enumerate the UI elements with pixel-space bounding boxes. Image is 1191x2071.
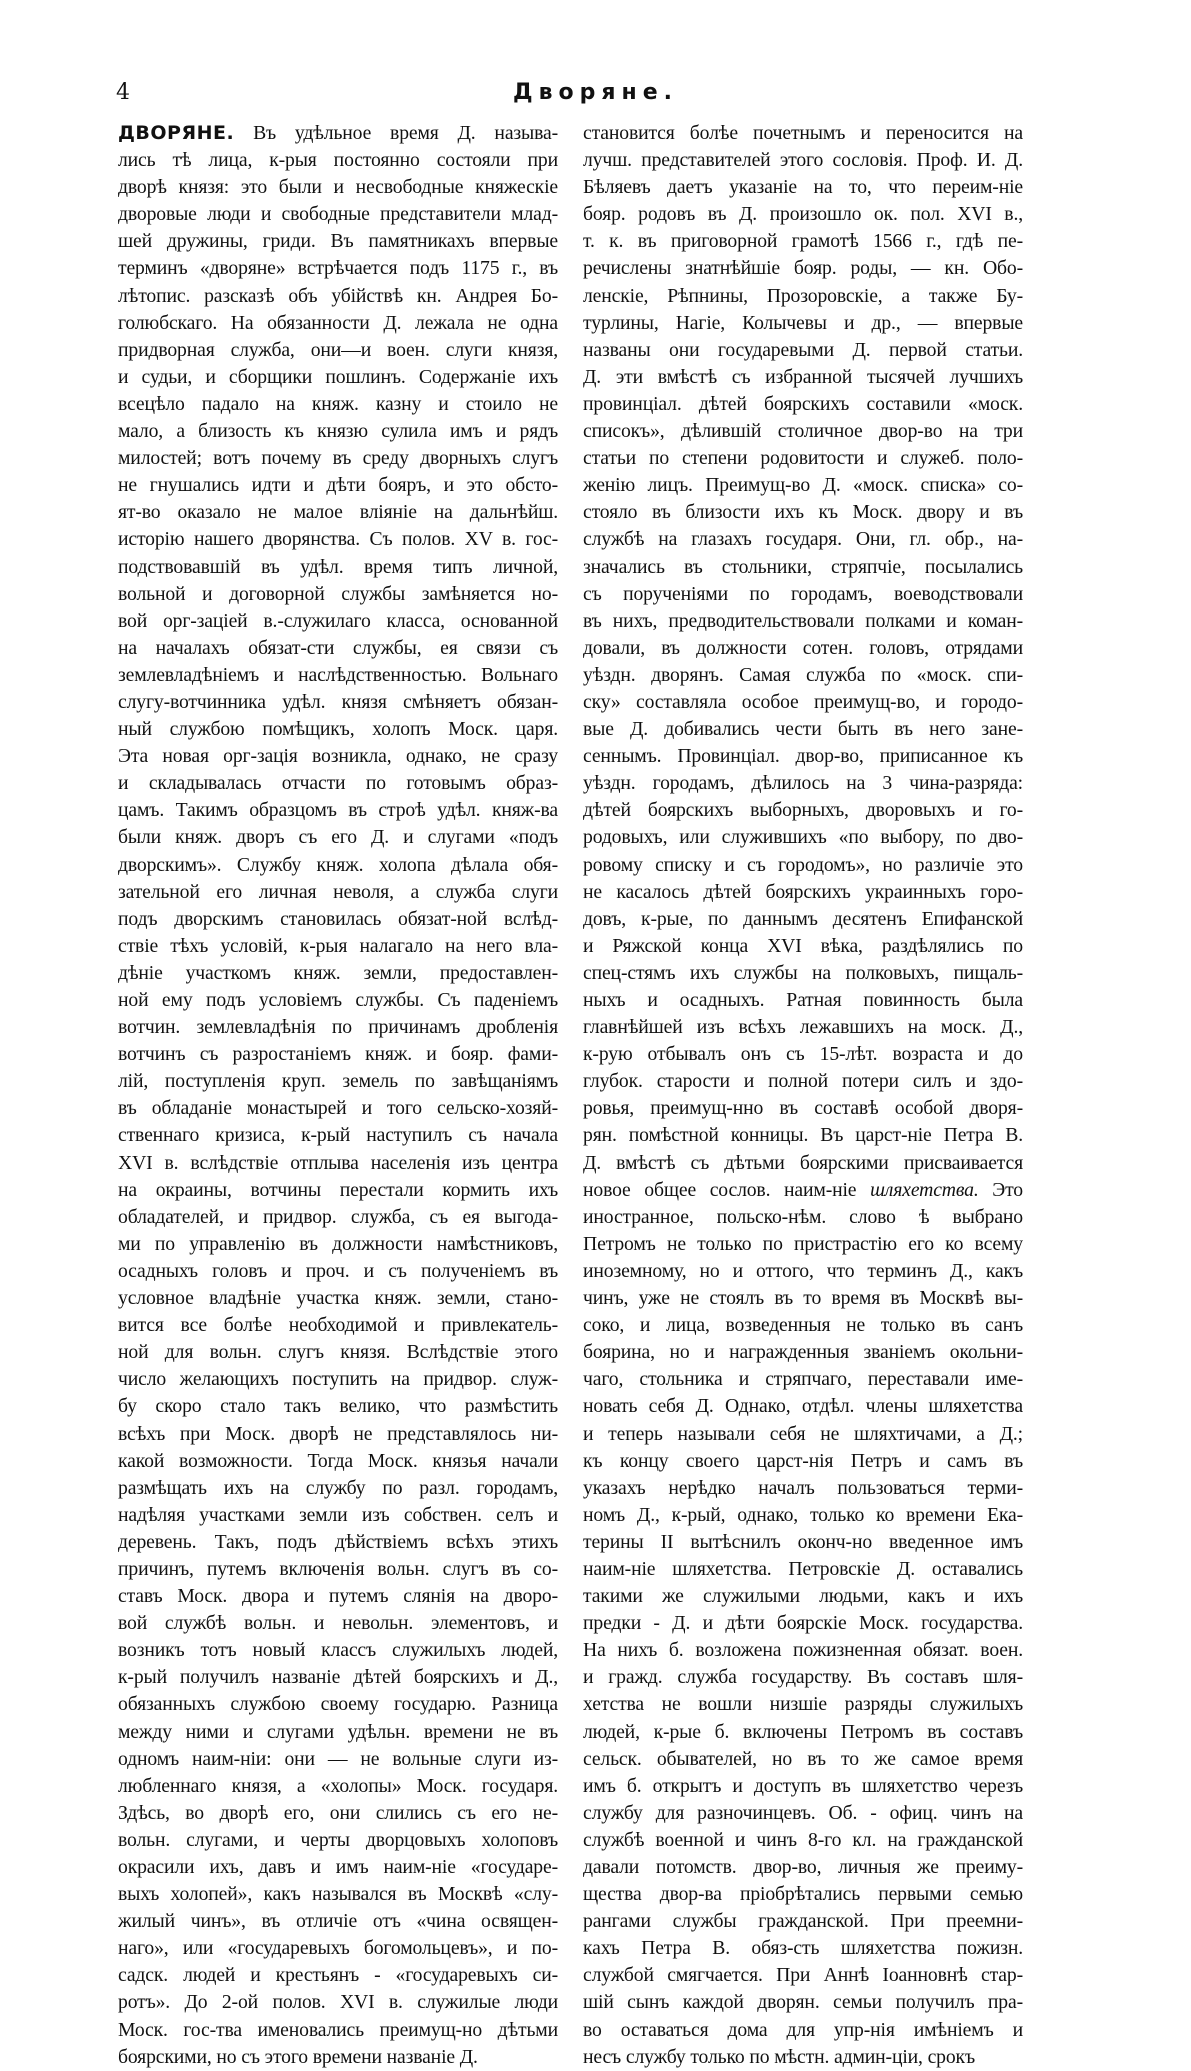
text-line: щества двор-ва пріобрѣтались первыми семью: [583, 1883, 1023, 1906]
text-line: ровья, преимущ-нно въ составѣ особой дворя-: [583, 1097, 1023, 1120]
text-line: довали, въ должности сотен. головъ, отрядами: [583, 636, 1023, 659]
text-line: и складывалась отчасти по готовымъ образ-: [118, 772, 558, 795]
text-line: жилый чинъ», въ отличіе отъ «чина освящен-: [118, 1910, 558, 1933]
text-line: спец-стямъ ихъ службы на полковыхъ, пищаль-: [583, 961, 1023, 984]
text-line: цамъ. Такимъ образцомъ въ строѣ удѣл. княж-ва: [118, 799, 558, 822]
text-line: не гнушались идти и дѣти бояръ, и это обсто-: [118, 474, 558, 497]
text-line: давали потомств. двор-во, личныя же преиму-: [583, 1856, 1023, 1878]
text-line: и теперь называли себя не шляхтичами, а Д.;: [583, 1422, 1023, 1445]
text-line: обладателей, и придвор. служба, съ ея выгода-: [118, 1205, 558, 1228]
text-line: обязанныхъ службою своему государю. Разница: [118, 1693, 558, 1716]
text-line: землевладѣніемъ и наслѣдственностью. Вольнаго: [118, 663, 558, 686]
text-line: ротъ». До 2-ой полов. XVI в. служилые люди: [118, 1991, 558, 2014]
text-line: бу скоро стало такъ велико, что размѣстить: [118, 1395, 558, 1418]
article-headword: ДВОРЯНЕ.: [118, 122, 235, 144]
text-line: терины II вытѣснилъ оконч-но введенное имъ: [583, 1530, 1023, 1553]
text-line: ят-во оказало не малое вліяніе на дальнѣйш.: [118, 501, 558, 524]
running-head: Дворяне.: [513, 80, 678, 105]
text-line: предки - Д. и дѣти боярскіе Моск. государства.: [583, 1612, 1023, 1635]
text-line: надѣляя участками земли изъ собствен. селъ и: [118, 1503, 558, 1526]
text-line: имъ б. открытъ и доступъ въ шляхетство черезъ: [583, 1774, 1023, 1797]
text-line: службу для разночинцевъ. Об. - офиц. чинъ на: [583, 1801, 1023, 1824]
text-line: несъ службу только по мѣстн. админ-ціи, срокъ: [583, 2045, 976, 2068]
text-line: чинъ, уже не стоялъ въ то время въ Москвѣ вы-: [583, 1287, 1023, 1310]
text-line: вые Д. добивались чести быть въ него зане-: [583, 718, 1023, 741]
text-line: лій, поступленія круп. земель по завѣщаніямъ: [118, 1070, 558, 1093]
text-line: въ нихъ, предводительствовали полками и коман-: [583, 609, 1023, 632]
text-line: какой возможности. Тогда Моск. князья начали: [118, 1449, 558, 1472]
text-line: ной для вольн. слугъ князя. Вслѣдствіе этого: [118, 1341, 558, 1364]
text-line: Д. вмѣстѣ съ дѣтьми боярскими присваивается: [583, 1151, 1023, 1174]
text-line: условное владѣніе участка княж. земли, стано-: [118, 1287, 558, 1310]
text-line: между ними и слугами удѣльн. времени не въ: [118, 1720, 558, 1743]
text-line: службѣ военной и чинъ 8-го кл. на гражданской: [583, 1828, 1023, 1851]
text-line: становится болѣе почетнымъ и переносится на: [583, 122, 1023, 144]
text-line: осадныхъ головъ и проч. и съ полученіемъ въ: [118, 1259, 558, 1282]
text-line: къ концу своего царст-нія Петръ и самъ въ: [583, 1449, 1023, 1472]
text-line: сеннымъ. Провинціал. двор-во, приписанное къ: [583, 745, 1023, 768]
text-line: новое общее сослов. наим-ніе шляхетства. Это: [583, 1178, 1023, 1201]
text-line: дѣтей боярскихъ выборныхъ, дворовыхъ и го-: [583, 799, 1023, 822]
text-line: и Ряжской конца XVI вѣка, раздѣлялись по: [583, 934, 1023, 957]
text-line: значались въ стольники, стряпчіе, посылались: [583, 555, 1023, 578]
text-line: уѣздн. дворянъ. Самая служба по «моск. спи-: [583, 663, 1023, 686]
text-line: XVI в. вслѣдствіе отплыва населенія изъ центра: [118, 1151, 558, 1174]
text-line: Д. эти вмѣстѣ съ избранной тысячей лучшихъ: [583, 365, 1023, 388]
text-line: ДВОРЯНЕ. Въ удѣльное время Д. называ-: [118, 122, 558, 144]
text-line: на началахъ обязат-сти службы, ея связи съ: [118, 636, 558, 659]
text-line: вольной и договорной службы замѣняется но-: [118, 582, 558, 605]
text-line: иностранное, польско-нѣм. слово ѣ выбрано: [583, 1205, 1023, 1228]
text-line: число желающихъ поступить на придвор. служ-: [118, 1368, 558, 1391]
text-line: садск. людей и крестьянъ - «государевыхъ си-: [118, 1964, 558, 1987]
text-line: всѣхъ при Моск. дворѣ не представлялось ни-: [118, 1422, 558, 1445]
text-line: номъ Д., к-рый, однако, только ко времени Ека-: [583, 1503, 1023, 1526]
text-line: вой орг-заціей в.-служилаго класса, основанной: [118, 609, 558, 632]
text-line: турлины, Нагіе, Колычевы и др., — впервые: [583, 311, 1023, 334]
text-line: вотчин. землевладѣнія по причинамъ дробленія: [118, 1016, 558, 1039]
italic-term: шляхетства.: [870, 1178, 979, 1201]
text-line: мало, а близость къ князю сулила имъ и рядъ: [118, 420, 558, 443]
text-line: были княж. дворъ съ его Д. и слугами «подъ: [118, 826, 558, 849]
text-line: во оставаться дома для упр-нія имѣніемъ и: [583, 2018, 1023, 2041]
text-line: На нихъ б. возложена пожизненная обязат. воен.: [583, 1639, 1023, 1662]
text-line: указахъ нерѣдко началъ пользоваться терми-: [583, 1476, 1023, 1499]
text-line: к-рую отбывалъ онъ съ 15-лѣт. возраста и до: [583, 1043, 1023, 1066]
text-line: хетства не вошли низшіе разряды служилыхъ: [583, 1693, 1023, 1716]
text-line: кахъ Петра В. обяз-сть шляхетства пожизн.: [583, 1937, 1023, 1960]
text-line: наим-ніе шляхетства. Петровскіе Д. оставались: [583, 1557, 1023, 1580]
text-line: названы они государевыми Д. первой статьи.: [583, 338, 1023, 361]
text-line: вольн. слугами, и черты дворцовыхъ холоповъ: [118, 1828, 558, 1851]
text-line: глубок. старости и полной потери силъ и здо-: [583, 1070, 1023, 1093]
text-line: Здѣсь, во дворѣ его, они слились съ его не-: [118, 1801, 558, 1824]
text-line: терминъ «дворяне» встрѣчается подъ 1175 г., въ: [118, 257, 558, 280]
text-line: родовыхъ, или служившихъ «по выбору, по дво-: [583, 826, 1023, 849]
text-line: наго», или «государевыхъ богомольцевъ», и по-: [118, 1937, 558, 1960]
text-line: ственнаго кризиса, к-рый наступилъ съ начала: [118, 1124, 558, 1147]
text-line: лучш. представителей этого сословія. Проф. И. Д.: [583, 149, 1023, 172]
text-line: ный службою помѣщикъ, холопъ Моск. царя.: [118, 718, 558, 741]
text-line: рян. помѣстной конницы. Въ царст-ніе Петра В.: [583, 1124, 1023, 1147]
text-line: ску» составляла особое преимущ-во, и городо-: [583, 690, 1023, 713]
text-line: ровому списку и съ городомъ», но различіе это: [583, 853, 1023, 876]
text-line: съ порученіями по городамъ, воеводствовали: [583, 582, 1023, 605]
text-line: чаго, стольника и стряпчаго, переставали име-: [583, 1368, 1023, 1391]
text-line: службѣ на глазахъ государя. Они, гл. обр., на-: [583, 528, 1023, 551]
text-line: главнѣйшей изъ всѣхъ лежавшихъ на моск. Д.,: [583, 1016, 1023, 1039]
text-line: зательной его личная неволя, а служба слуги: [118, 880, 558, 903]
text-line: к-рый получилъ названіе дѣтей боярскихъ и Д.,: [118, 1666, 558, 1689]
text-line: голюбскаго. На обязанности Д. лежала не одна: [118, 311, 558, 334]
text-line: исторію нашего дворянства. Съ полов. XV в. гос-: [118, 528, 558, 551]
text-line: деревень. Такъ, подъ дѣйствіемъ всѣхъ этихъ: [118, 1530, 558, 1553]
text-line: любленнаго князя, а «холопы» Моск. государя.: [118, 1774, 558, 1797]
text-line: сельск. обывателей, но въ то же самое время: [583, 1747, 1023, 1770]
text-line: Эта новая орг-зація возникла, однако, не сразу: [118, 745, 558, 768]
text-line: ми по управленію въ должности намѣстниковъ,: [118, 1232, 558, 1255]
text-line: ствіе тѣхъ условій, к-рыя налагало на него вла-: [118, 934, 558, 957]
text-line: вотчинъ съ разростаніемъ княж. и бояр. фами-: [118, 1043, 558, 1066]
text-line: провинціал. дѣтей боярскихъ составили «моск.: [583, 392, 1023, 415]
text-line: речислены знатнѣйшіе бояр. роды, — кн. Обо-: [583, 257, 1023, 280]
text-line: новать себя Д. Однако, отдѣл. члены шляхетства: [583, 1395, 1023, 1418]
text-line: службой смягчается. При Аннѣ Іоанновнѣ стар-: [583, 1964, 1023, 1987]
text-line: вится все болѣе необходимой и привлекатель-: [118, 1314, 558, 1337]
text-line: ныхъ и осадныхъ. Ратная повинность была: [583, 989, 1023, 1011]
text-line: соко, и лица, возведенныя не только въ санъ: [583, 1314, 1023, 1337]
text-line: людей, к-рые б. включены Петромъ въ составъ: [583, 1720, 1023, 1743]
text-line: придворная служба, они—и воен. слуги князя,: [118, 338, 558, 361]
text-line: дворскимъ». Службу княж. холопа дѣлала обя-: [118, 853, 558, 876]
text-line: не касалось дѣтей боярскихъ украинныхъ горо-: [583, 880, 1023, 903]
text-line: подъ дворскимъ становилась обязат-ной вслѣд-: [118, 907, 558, 930]
text-line: т. к. въ приговорной грамотѣ 1566 г., гдѣ пе-: [583, 230, 1023, 253]
text-line: размѣщать ихъ на службу по разл. городамъ,: [118, 1476, 558, 1499]
text-line: иноземному, но и оттого, что терминъ Д., какъ: [583, 1259, 1023, 1282]
text-line: и судьи, и сборщики пошлинъ. Содержаніе ихъ: [118, 365, 558, 388]
right-column: [583, 120, 1023, 2071]
text-line: и гражд. служба государству. Въ составъ шля-: [583, 1666, 1023, 1689]
page-number: 4: [116, 80, 130, 105]
text-line: Петромъ не только по пристрастію его ко всему: [583, 1232, 1023, 1255]
text-line: уѣздн. городамъ, дѣлилось на 3 чина-разряда:: [583, 772, 1023, 795]
text-line: статьи по степени родовитости и служеб. поло-: [583, 447, 1023, 470]
text-line: шій сынъ каждой дворян. семьи получилъ пра-: [583, 1991, 1023, 2014]
text-line: довъ, к-рые, по даннымъ десятенъ Епифанской: [583, 907, 1023, 930]
text-line: причинъ, путемъ включенія вольн. слугъ въ со-: [118, 1557, 558, 1580]
text-line: боярина, но и награжденныя званіемъ окольни-: [583, 1341, 1023, 1364]
text-line: Моск. гос-тва именовались преимущ-но дѣтьми: [118, 2018, 558, 2041]
text-line: лѣтопис. разсказѣ объ убійствѣ кн. Андрея Бо-: [118, 284, 558, 307]
text-line: дѣніе участкомъ княж. земли, предоставлен-: [118, 961, 558, 984]
left-column: [118, 120, 558, 2071]
text-line: ной ему подъ условіемъ службы. Съ паденіемъ: [118, 989, 558, 1011]
text-line: дворовые люди и свободные представители млад-: [118, 203, 558, 226]
text-line: бояр. родовъ въ Д. произошло ок. пол. XVI в.,: [583, 203, 1023, 226]
text-line: всецѣло падало на княж. казну и стоило не: [118, 392, 558, 415]
text-line: Бѣляевъ даетъ указаніе на то, что переим-ніе: [583, 176, 1023, 199]
text-line: милостей; вотъ почему въ среду дворныхъ слугъ: [118, 447, 558, 470]
text-line: ставъ Моск. двора и путемъ слянія на дворо-: [118, 1585, 558, 1608]
text-line: выхъ холопей», какъ назывался въ Москвѣ «слу-: [118, 1883, 558, 1906]
text-line: шей дружины, гриди. Въ памятникахъ впервые: [118, 230, 558, 253]
text-line: списокъ», дѣлившій столичное двор-во на три: [583, 420, 1023, 443]
text-line: въ обладаніе монастырей и того сельско-хозяй-: [118, 1097, 558, 1120]
text-line: возникъ тотъ новый классъ служилыхъ людей,: [118, 1639, 558, 1662]
text-line: на окраины, вотчины перестали кормить ихъ: [118, 1178, 558, 1201]
text-line: дворѣ князя: это были и несвободные княжескіе: [118, 176, 558, 199]
text-line: лись тѣ лица, к-рыя постоянно состояли при: [118, 149, 558, 172]
text-line: окрасили ихъ, давъ и имъ наим-ніе «государе-: [118, 1856, 558, 1878]
text-line: стояло въ близости ихъ къ Моск. двору и въ: [583, 501, 1023, 524]
text-line: одномъ наим-ніи: они — не вольные слуги из-: [118, 1747, 558, 1770]
text-line: женію лицъ. Преимущ-во Д. «моск. списка» со-: [583, 474, 1023, 497]
text-line: боярскими, но съ этого времени названіе Д.: [118, 2045, 478, 2068]
text-line: вой службѣ вольн. и невольн. элементовъ, и: [118, 1612, 558, 1635]
text-line: ленскіе, Рѣпнины, Прозоровскіе, а также Бу-: [583, 284, 1023, 307]
text-line: подствовавшій въ удѣл. время типъ личной,: [118, 555, 558, 578]
text-line: слугу-вотчинника удѣл. князя смѣняетъ обязан-: [118, 690, 558, 713]
text-line: рангами службы гражданской. При преемни-: [583, 1910, 1023, 1933]
text-line: такими же служилыми людьми, какъ и ихъ: [583, 1585, 1023, 1608]
